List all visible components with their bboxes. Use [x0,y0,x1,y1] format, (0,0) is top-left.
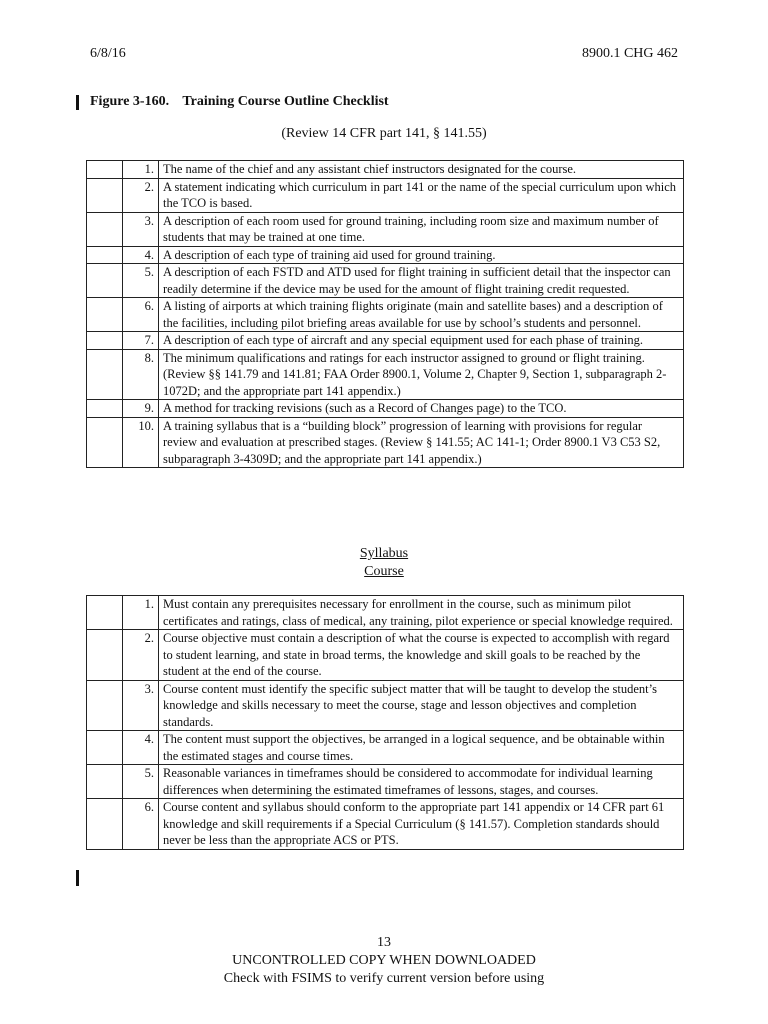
check-box[interactable] [87,212,123,246]
item-number: 2. [123,178,159,212]
table-row [87,332,684,350]
item-number: 2. [123,630,159,681]
item-text: The minimum qualifications and ratings for each instructor assigned to ground or flight training. (Review §§ 141.79 and 141.81; FAA Order 8900.1, Volume 2, Chapter 9, Section 1, subparagraph 2-1072D; and the appropriate part 141 appendix.) [159,349,684,400]
item-number: 5. [123,765,159,799]
item-text: The name of the chief and any assistant chief instructors designated for the course. [159,161,684,179]
table-row [87,799,684,850]
footer-page-number: 13 [377,935,391,950]
section-heading-syllabus: Syllabus [359,546,409,561]
item-number: 6. [123,799,159,850]
item-number: 9. [123,400,159,418]
item-number: 7. [123,332,159,350]
item-number: 3. [123,680,159,731]
figure-name: Training Course Outline Checklist [182,94,389,109]
item-text: A description of each FSTD and ATD used for flight training in sufficient detail that the inspector can readily determine if the device may be used for the amount of flight training credit requested. [159,264,684,298]
check-box[interactable] [87,799,123,850]
check-box[interactable] [87,765,123,799]
item-text: Must contain any prerequisites necessary for enrollment in the course, such as minimum pilot certificates and ratings, class of medical, any training, pilot experience or special knowledge required. [159,596,684,630]
item-text: A method for tracking revisions (such as a Record of Changes page) to the TCO. [159,400,684,418]
footer-notice-uncontrolled: UNCONTROLLED COPY WHEN DOWNLOADED [232,953,536,968]
check-box[interactable] [87,298,123,332]
table-row [87,731,684,765]
check-box[interactable] [87,349,123,400]
change-bar-top [76,95,79,110]
check-box[interactable] [87,178,123,212]
item-number: 6. [123,298,159,332]
table-row [87,400,684,418]
table-row [87,680,684,731]
table-row [87,417,684,468]
item-number: 4. [123,246,159,264]
item-text: Course content must identify the specific subject matter that will be taught to develop the student’s knowledge and skills necessary to meet the course, stage and lesson objectives and completion standards. [159,680,684,731]
figure-review-note: (Review 14 CFR part 141, § 141.55) [281,126,487,141]
item-text: Course objective must contain a description of what the course is expected to accomplish with regard to student learning, and state in broad terms, the knowledge and skill goals to be reached by the student at the end of the course. [159,630,684,681]
checklist-table-2 [86,595,684,850]
table-row [87,596,684,630]
item-text: A description of each type of aircraft and any special equipment used for each phase of training. [159,332,684,350]
check-box[interactable] [87,596,123,630]
table-row [87,264,684,298]
check-box[interactable] [87,630,123,681]
table-row [87,161,684,179]
table-row [87,630,684,681]
item-text: Reasonable variances in timeframes should be considered to accommodate for individual learning differences when determining the estimated timeframes of lessons, stages, and courses. [159,765,684,799]
check-box[interactable] [87,731,123,765]
table-row [87,212,684,246]
footer-notice-verify: Check with FSIMS to verify current version before using [223,971,545,986]
item-text: A description of each room used for ground training, including room size and maximum number of students that may be trained at one time. [159,212,684,246]
table-row [87,765,684,799]
figure-title [90,94,389,110]
table-row [87,246,684,264]
item-text: A training syllabus that is a “building block” progression of learning with provisions for regular review and evaluation at prescribed stages. (Review § 141.55; AC 141-1; Order 8900.1 V3 C53 S2, subparagraph 3-4309D; and the appropriate part 141 appendix.) [159,417,684,468]
table-row [87,178,684,212]
item-number: 8. [123,349,159,400]
item-text: A description of each type of training aid used for ground training. [159,246,684,264]
item-text: A listing of airports at which training flights originate (main and satellite bases) and a description of the facilities, including pilot briefing areas available for use by school’s students and personnel. [159,298,684,332]
item-number: 4. [123,731,159,765]
item-number: 5. [123,264,159,298]
item-number: 10. [123,417,159,468]
item-number: 3. [123,212,159,246]
checklist-table-1 [86,160,684,468]
item-text: The content must support the objectives, be arranged in a logical sequence, and be obtainable within the estimated stages and course times. [159,731,684,765]
change-bar-bottom [76,870,79,886]
check-box[interactable] [87,246,123,264]
figure-number: Figure 3-160. [90,94,170,109]
check-box[interactable] [87,680,123,731]
header-date: 6/8/16 [90,46,126,61]
item-number: 1. [123,596,159,630]
table-row [87,298,684,332]
section-heading-course: Course [364,564,404,579]
check-box[interactable] [87,332,123,350]
item-text: A statement indicating which curriculum in part 141 or the name of the special curriculum upon which the TCO is based. [159,178,684,212]
check-box[interactable] [87,264,123,298]
table-row [87,349,684,400]
item-number: 1. [123,161,159,179]
check-box[interactable] [87,161,123,179]
header-doc-id: 8900.1 CHG 462 [581,46,678,61]
check-box[interactable] [87,400,123,418]
item-text: Course content and syllabus should conform to the appropriate part 141 appendix or 14 CFR part 61 knowledge and skill requirements if a Special Curriculum (§ 141.57). Completion standards should never be less than the appropriate ACS or PTS. [159,799,684,850]
check-box[interactable] [87,417,123,468]
